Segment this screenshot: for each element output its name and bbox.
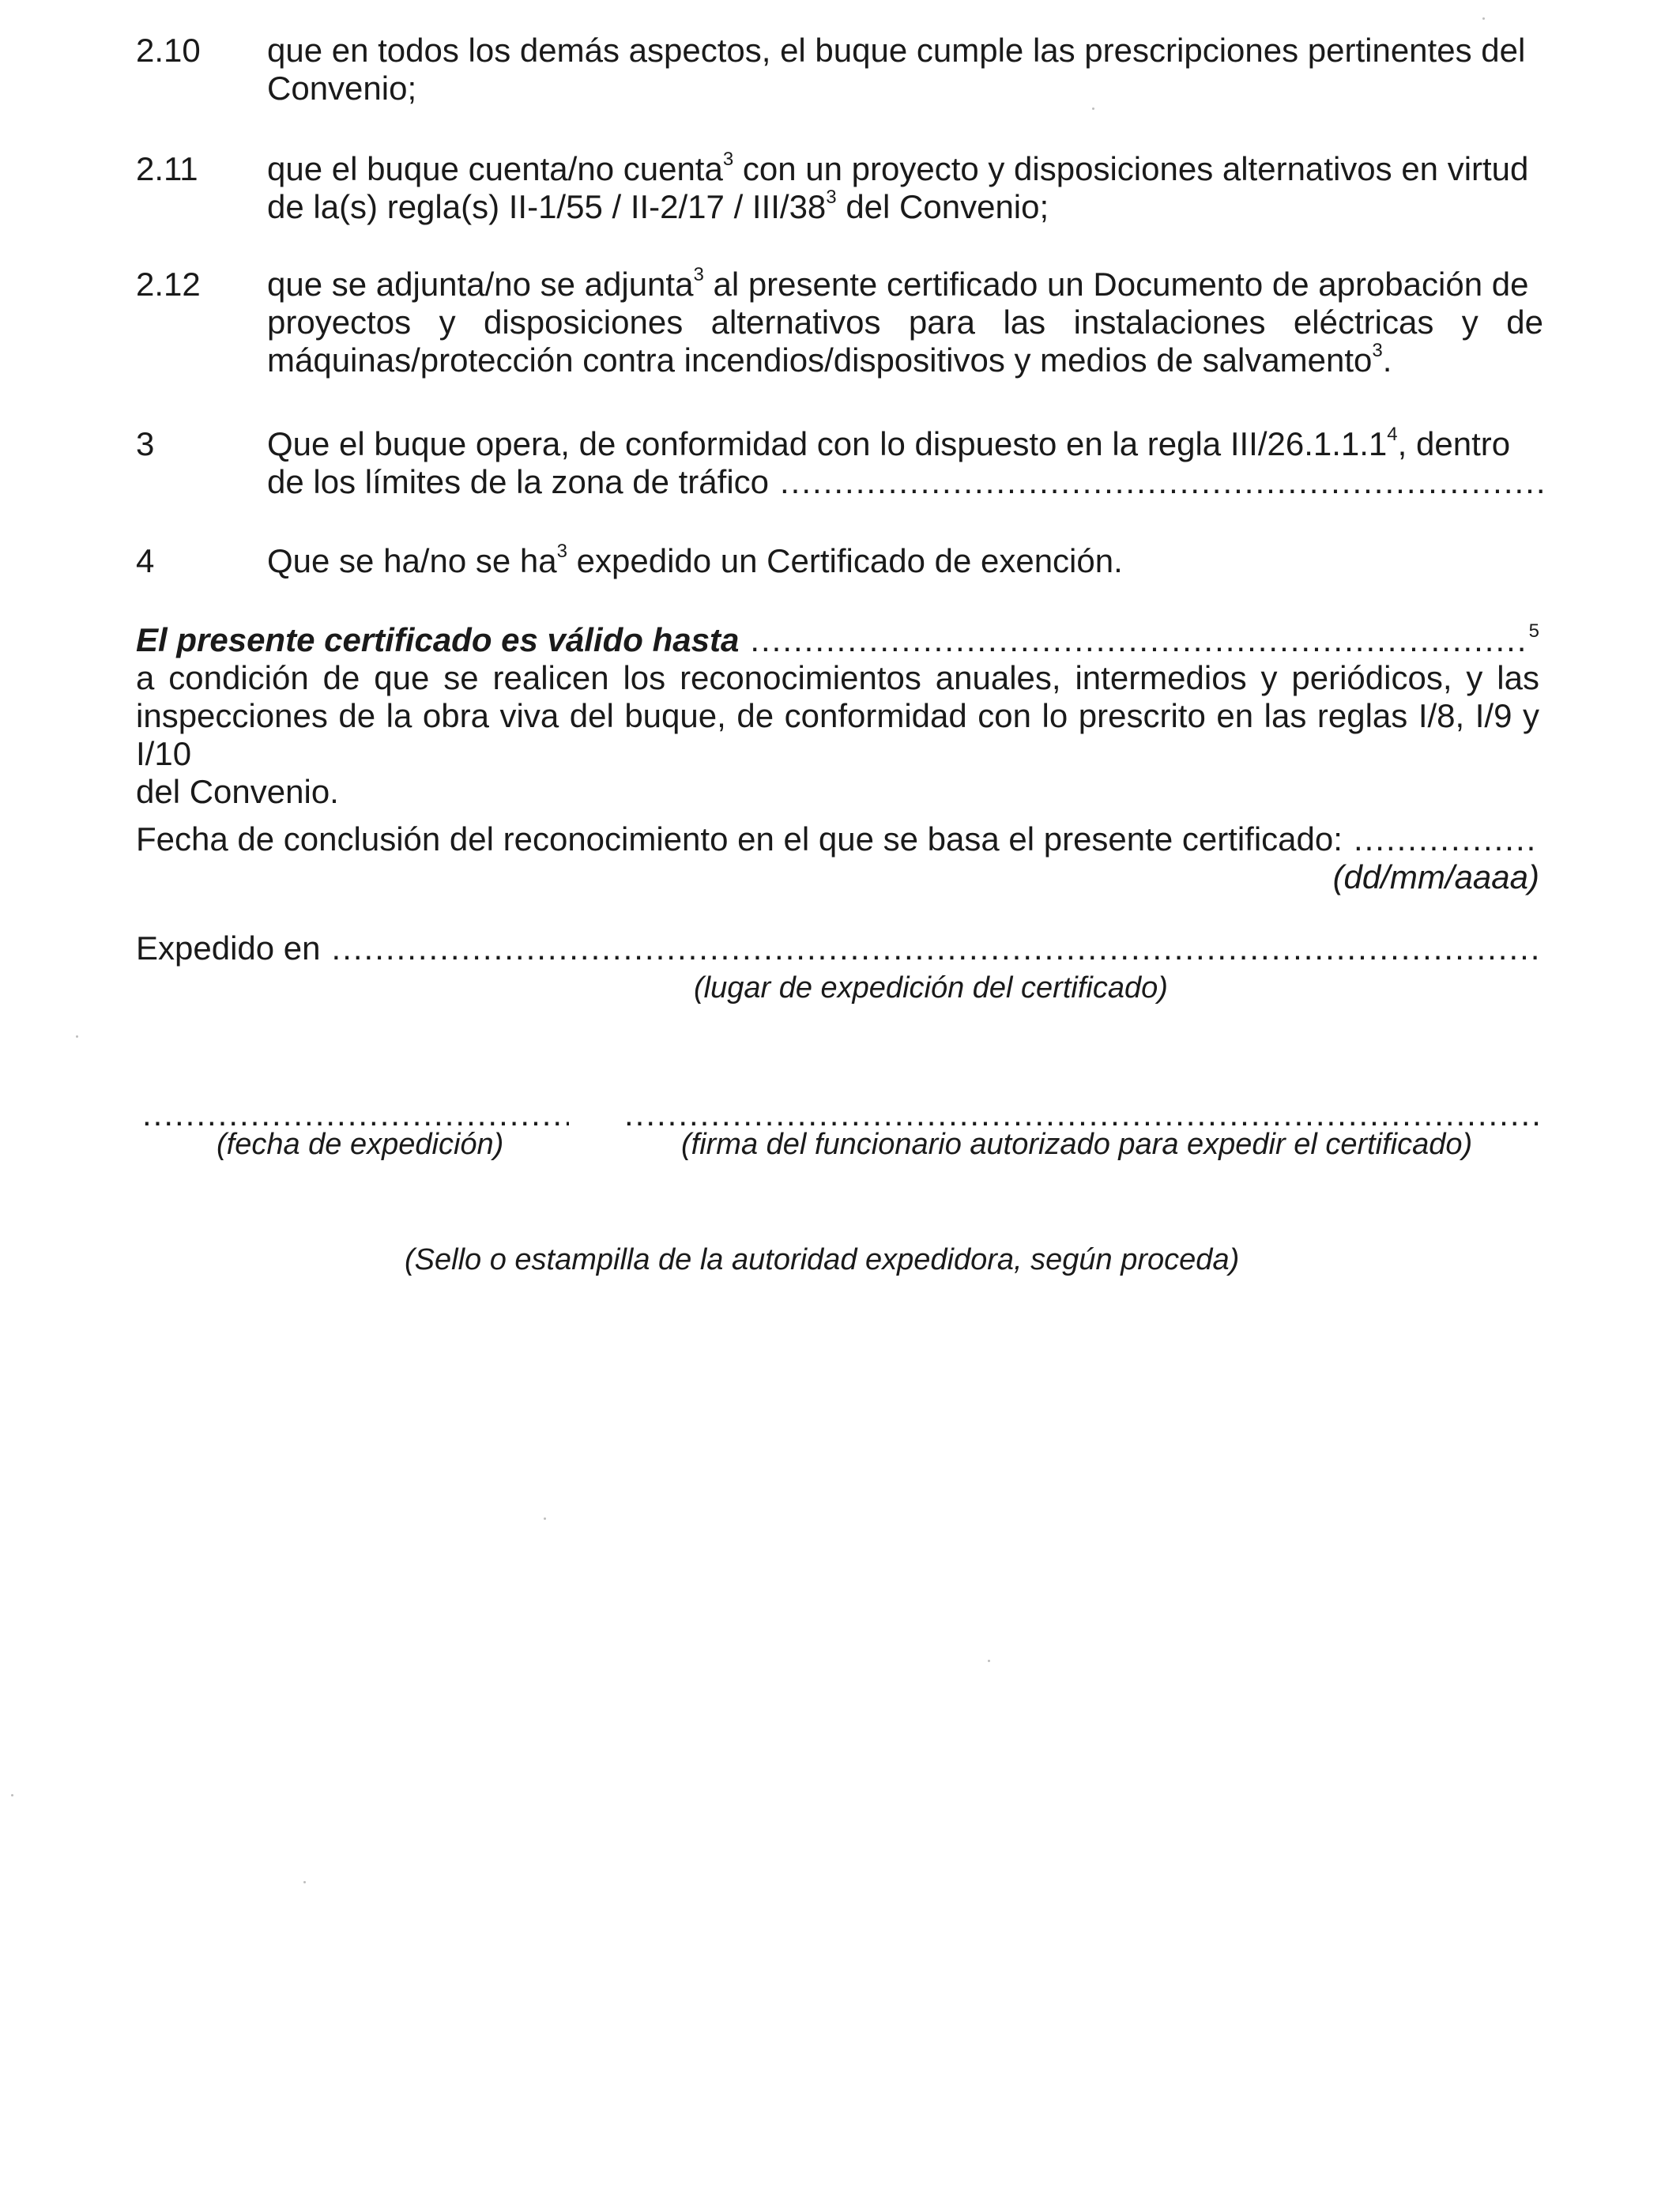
- scan-speck: [1092, 107, 1094, 110]
- fill-in-dots: [750, 621, 1525, 659]
- item-line: Que se ha/no se $ha^3$ expedido un Certificado de exención.: [267, 541, 1123, 579]
- scan-speck: [11, 1794, 13, 1796]
- issued-at-block: [136, 929, 1539, 967]
- seal-note: (Sello o estampilla de la autoridad expedidora, según proceda): [405, 1243, 1240, 1276]
- scan-speck: [988, 1660, 990, 1662]
- item-number: 4: [136, 542, 155, 579]
- item-line: de los límites de la zona de tráfico: [267, 463, 770, 500]
- item-line: que en todos los demás aspectos, el buque cumple las prescripciones pertinentes del: [267, 32, 1526, 69]
- validity-label: El presente certificado es válido hasta: [136, 621, 740, 658]
- date-format-hint: (dd/mm/aaaa): [1332, 858, 1539, 895]
- item-text-4: [267, 542, 1543, 580]
- date-hint: (fecha de expedición): [217, 1128, 504, 1161]
- validity-line: inspecciones de la obra viva del buque, de conformidad con lo prescrito en las reglas I/8, I/9 y I/10: [136, 697, 1539, 772]
- survey-date-block: [136, 820, 1539, 896]
- item-line: que se adjunta/no se adjunta$^3$ al presente certificado un Documento de aprobación de: [267, 264, 1529, 303]
- item-number: 2.11: [136, 150, 198, 187]
- fill-in-dots: [780, 463, 1543, 501]
- footnote-ref: 3: [556, 541, 567, 562]
- survey-date-field[interactable]: [136, 820, 1539, 858]
- item-line: de la(s) regla(s) II-1/55 / II-2/17 / III/$38^3$ del Convenio;: [267, 187, 1049, 225]
- validity-block: [136, 621, 1539, 811]
- item-number: 2.10: [136, 32, 201, 69]
- item-text-2-10: [267, 32, 1543, 107]
- issued-at-label: Expedido en: [136, 929, 321, 967]
- scan-speck: [76, 1035, 78, 1038]
- item-line: proyectos y disposiciones alternativos para las instalaciones eléctricas y de: [267, 303, 1543, 341]
- item-number: 3: [136, 425, 155, 462]
- scan-speck: [544, 1517, 546, 1520]
- scan-speck: [303, 1881, 306, 1883]
- traffic-zone-field[interactable]: [267, 463, 1543, 501]
- footnote-ref: 3: [826, 187, 837, 208]
- survey-date-label: Fecha de conclusión del reconocimiento en el que se basa el presente certificado:: [136, 820, 1343, 858]
- fill-in-dots: [1354, 820, 1539, 858]
- fill-in-dots: [332, 929, 1539, 967]
- scan-speck: [1482, 17, 1485, 20]
- item-line: que el buque cuenta/no cuenta$^3$ con un proyecto y disposiciones alternativos en virtud: [267, 149, 1529, 187]
- footnote-ref: 3: [693, 264, 704, 285]
- item-text-3: [267, 425, 1543, 501]
- item-line: Que el buque opera, de conformidad con lo dispuesto en la regla III/26.1.1.1$^4$, dentro: [267, 424, 1511, 462]
- item-line: Convenio;: [267, 70, 417, 107]
- footnote-ref: 3: [1372, 340, 1383, 361]
- footnote-ref: 3: [722, 149, 734, 170]
- item-number: 2.12: [136, 266, 201, 303]
- item-text-2-12: [267, 266, 1543, 379]
- issued-at-hint: (lugar de expedición del certificado): [694, 971, 1168, 1005]
- item-text-2-11: [267, 150, 1543, 226]
- validity-line: del Convenio.: [136, 773, 339, 810]
- validity-line: a condición de que se realicen los reconocimientos anuales, intermedios y periódicos, y las: [136, 659, 1539, 696]
- signature-hint: (firma del funcionario autorizado para expedir el certificado): [681, 1128, 1473, 1161]
- footnote-ref: 4: [1387, 424, 1398, 445]
- issued-at-field[interactable]: [136, 929, 1539, 967]
- validity-field[interactable]: El presente certificado es válido hasta ..... $^5$: [136, 621, 1539, 659]
- item-line: máquinas/protección contra incendios/dispositivos y medios de salvamento$^3$.: [267, 340, 1392, 379]
